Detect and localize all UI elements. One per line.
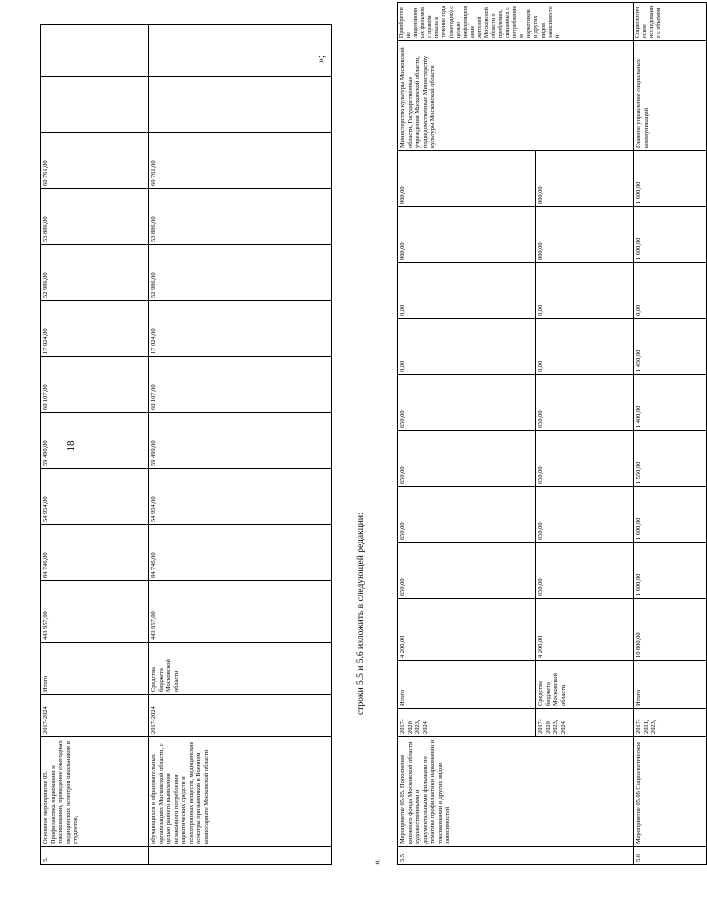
funding-source: Итого bbox=[41, 643, 149, 695]
y2018: 650,00 bbox=[398, 487, 536, 543]
y2019: 1 550,00 bbox=[634, 431, 707, 487]
y2019: 650,00 bbox=[398, 431, 536, 487]
y2018: 54 954,00 bbox=[41, 469, 149, 525]
y2024: 800,00 bbox=[398, 151, 536, 207]
executor bbox=[149, 77, 332, 133]
y2020: 1 400,00 bbox=[634, 375, 707, 431]
years: 2017-2024 bbox=[41, 695, 149, 737]
total: 4 200,00 bbox=[398, 599, 536, 661]
y2017: 84 746,00 bbox=[41, 525, 149, 581]
y2017: 1 600,00 bbox=[634, 543, 707, 599]
activity-name: Мероприятие 05.06 Социологическое bbox=[634, 737, 707, 847]
y2020: 60 107,00 bbox=[149, 357, 332, 413]
instruction-text: строки 5.5 и 5.6 изложить в следующей редакции: bbox=[356, 512, 366, 715]
years: 2017-2024 bbox=[149, 695, 332, 737]
total: 10 800,00 bbox=[634, 599, 707, 661]
result: Приобретение лицензионных фильмов с правом показа в течение года (ежегодно) с целью информирования жителей Московской области о проблемах, связанных с потреблением наркотиков и других видов зависимостей bbox=[398, 3, 634, 41]
result bbox=[41, 25, 149, 77]
y2023: 53 886,00 bbox=[41, 189, 149, 245]
y2022: 52 986,00 bbox=[149, 245, 332, 301]
y2021: 0,00 bbox=[536, 319, 634, 375]
total: 4 200,00 bbox=[536, 599, 634, 661]
table-row bbox=[634, 3, 707, 865]
y2020: 650,00 bbox=[398, 375, 536, 431]
y2021: 1 450,00 bbox=[634, 319, 707, 375]
y2024: 1 600,00 bbox=[634, 151, 707, 207]
result bbox=[149, 25, 332, 77]
funding-source: Итого bbox=[634, 661, 707, 709]
opening-quote: « bbox=[372, 860, 383, 865]
y2021: 17 024,00 bbox=[149, 301, 332, 357]
y2019: 59 490,00 bbox=[41, 413, 149, 469]
executor bbox=[41, 77, 149, 133]
years: 2017-2020 2023, 2024 bbox=[398, 709, 536, 737]
total: 443 957,00 bbox=[149, 581, 332, 643]
y2022: 0,00 bbox=[536, 263, 634, 319]
years: 2017-2020 2023, 2024 bbox=[536, 709, 634, 737]
activity-name: Мероприятие 05.05. Пополнение книжного фонда Московской области художественными и документальными фильмами по тематике профилактики наркомании и токсикомании и других видов зависимостей bbox=[398, 737, 634, 847]
y2022: 0,00 bbox=[634, 263, 707, 319]
budget-table-continuation bbox=[40, 24, 332, 865]
y2022: 0,00 bbox=[398, 263, 536, 319]
y2018: 1 600,00 bbox=[634, 487, 707, 543]
row-number: 5.6 bbox=[634, 847, 707, 865]
y2023: 1 600,00 bbox=[634, 207, 707, 263]
row-number: 5. bbox=[41, 847, 149, 865]
funding-source: Средства бюджета Московской области bbox=[149, 643, 332, 695]
total: 443 957,00 bbox=[41, 581, 149, 643]
activity-name: Основное мероприятие 05. Профилактика наркомании и токсикомании, проведение ежегодных медицинских осмотров школьников и студентов, bbox=[41, 737, 149, 847]
y2020: 650,00 bbox=[536, 375, 634, 431]
row-number bbox=[149, 847, 332, 865]
page-number: 18 bbox=[65, 440, 77, 452]
closing-quote: »; bbox=[316, 55, 327, 63]
y2017: 84 746,00 bbox=[149, 525, 332, 581]
row-number: 5.5 bbox=[398, 847, 634, 865]
y2022: 52 986,00 bbox=[41, 245, 149, 301]
y2021: 17 024,00 bbox=[41, 301, 149, 357]
y2024: 800,00 bbox=[536, 151, 634, 207]
activity-name: обучающихся в образовательных организациях Московской области, с целью раннего выявления незаконного потребления наркотических средств и психотропных веществ, медицинские осмотры призывников в Военном комиссариате Московской области bbox=[149, 737, 332, 847]
y2024: 60 761,00 bbox=[149, 133, 332, 189]
y2020: 60 107,00 bbox=[41, 357, 149, 413]
table-row bbox=[41, 25, 149, 865]
y2021: 0,00 bbox=[398, 319, 536, 375]
y2019: 650,00 bbox=[536, 431, 634, 487]
funding-source: Средства бюджета Московской области bbox=[536, 661, 634, 709]
y2017: 650,00 bbox=[398, 543, 536, 599]
rotated-page bbox=[0, 5, 663, 875]
y2017: 650,00 bbox=[536, 543, 634, 599]
y2019: 59 490,00 bbox=[149, 413, 332, 469]
executor: Министерство культуры Московской области, Государственные учреждения Московской области, подведомственные Министерству культуры Московской области bbox=[398, 41, 634, 151]
y2024: 60 761,00 bbox=[41, 133, 149, 189]
y2018: 650,00 bbox=[536, 487, 634, 543]
y2023: 53 886,00 bbox=[149, 189, 332, 245]
table-row bbox=[398, 3, 536, 865]
funding-source: Итого bbox=[398, 661, 536, 709]
y2023: 800,00 bbox=[536, 207, 634, 263]
result: Социологическое исследование с объемом bbox=[634, 3, 707, 41]
table-row bbox=[149, 25, 332, 865]
budget-table-new-rows bbox=[397, 2, 707, 865]
executor: Главное управление социальных коммуникаций bbox=[634, 41, 707, 151]
years: 2017-2021, 2023, bbox=[634, 709, 707, 737]
y2018: 54 954,00 bbox=[149, 469, 332, 525]
y2023: 800,00 bbox=[398, 207, 536, 263]
